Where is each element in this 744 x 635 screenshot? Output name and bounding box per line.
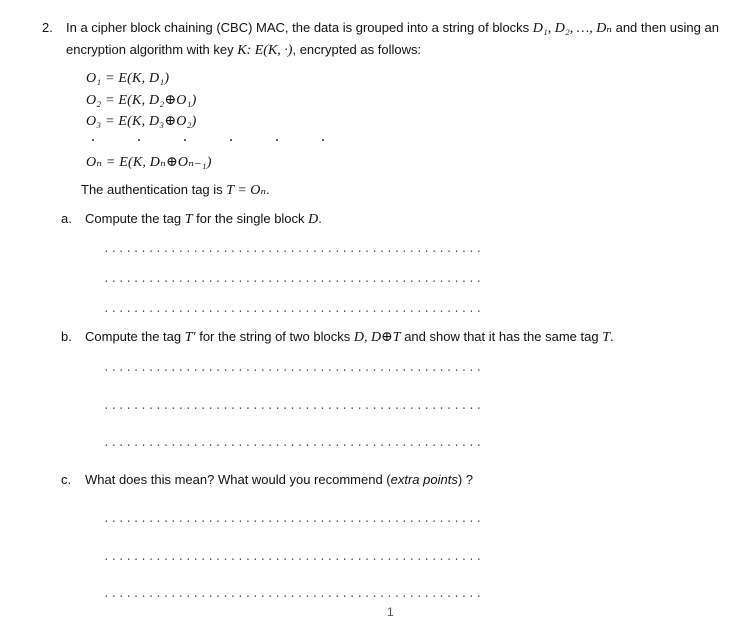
answer-line-c2[interactable]: ...................................................: [103, 552, 484, 564]
answer-line-a3[interactable]: ...................................................: [103, 304, 484, 316]
part-b-text-2: for the string of two blocks: [195, 329, 354, 344]
part-b-text-end: .: [610, 329, 614, 344]
answer-line-b3[interactable]: ...................................................: [103, 438, 484, 450]
answer-line-b2[interactable]: ...................................................: [103, 401, 484, 413]
question-intro-line-1: [66, 20, 719, 37]
answer-line-c1[interactable]: ...................................................: [103, 514, 484, 526]
equation-2: O₂ = E(K, D₂⊕O₁): [86, 93, 197, 108]
tag-period: .: [266, 182, 270, 197]
part-b-math-t: T: [602, 330, 610, 345]
intro-key-math: K: E(K, ·): [237, 43, 293, 58]
part-c-label: c.: [61, 472, 72, 487]
part-b-text-3: and show that it has the same tag: [400, 329, 603, 344]
part-c-text-end: ) ?: [457, 472, 474, 487]
intro-blocks-math: D₁, D₂, …, Dₙ: [532, 21, 612, 36]
part-b-text: Compute the tag: [85, 329, 185, 344]
question-intro-line-2: [66, 42, 421, 59]
part-a-math-d: D: [308, 212, 319, 227]
question-number: 2.: [42, 20, 53, 35]
part-a-question: [85, 211, 322, 228]
tag-text: The authentication tag is: [81, 182, 227, 197]
intro-text-2: encryption algorithm with key: [66, 42, 238, 57]
intro-text-2-end: , encrypted as follows:: [292, 42, 422, 57]
part-b-math-blocks: D, D⊕T: [353, 330, 401, 345]
part-a-label: a.: [61, 211, 72, 226]
equation-ellipsis: . . . . . .: [91, 128, 344, 145]
answer-line-c3[interactable]: ...................................................: [103, 589, 484, 601]
equation-1: O₁ = E(K, D₁): [86, 71, 170, 86]
tag-definition: [81, 182, 270, 199]
part-a-math-t: T: [184, 212, 193, 227]
tag-math: T = Oₙ: [226, 183, 267, 198]
equation-3: O₃ = E(K, D₃⊕O₂): [86, 114, 197, 129]
equation-n: Oₙ = E(K, Dₙ⊕Oₙ₋₁): [86, 155, 212, 170]
part-c-italic: extra points: [390, 472, 458, 487]
part-c-text: What does this mean? What would you recommend (: [85, 472, 391, 487]
part-b-question: [85, 329, 614, 346]
part-a-text-2: for the single block: [192, 211, 309, 226]
part-a-text-end: .: [318, 211, 322, 226]
intro-text: In a cipher block chaining (CBC) MAC, the data is grouped into a string of blocks: [66, 20, 533, 35]
page-number: 1: [387, 605, 394, 619]
part-a-text: Compute the tag: [85, 211, 185, 226]
answer-line-a1[interactable]: ...................................................: [103, 244, 484, 256]
intro-text-end: and then using an: [611, 20, 719, 35]
answer-line-b1[interactable]: ...................................................: [103, 363, 484, 375]
part-b-math-tprime: T′: [184, 330, 196, 345]
answer-line-a2[interactable]: ...................................................: [103, 274, 484, 286]
part-c-question: [85, 472, 473, 487]
part-b-label: b.: [61, 329, 72, 344]
